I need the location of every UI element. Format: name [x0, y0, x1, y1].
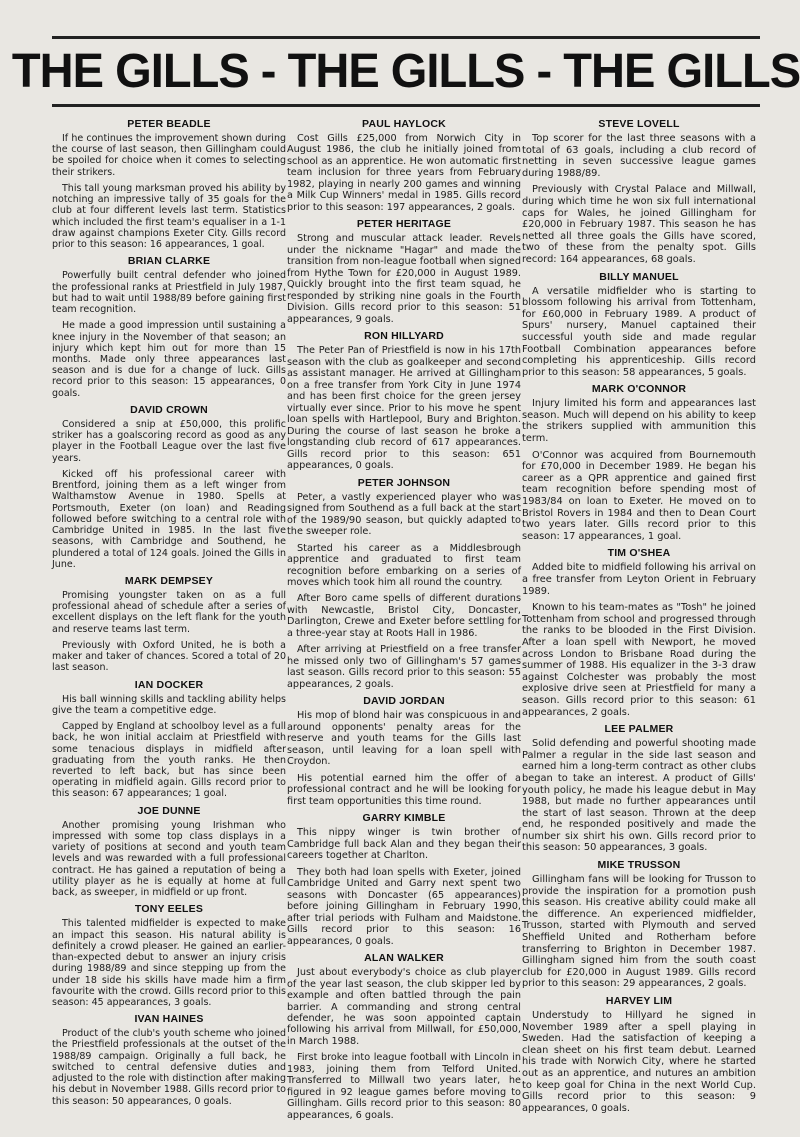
header-top-rule: [52, 36, 760, 39]
player-profile: [52, 1013, 286, 1107]
profile-paragraph: This tall young marksman proved his ability by notching an impressive tally of 35 goals for the club at four different levels last term. Statistics which included the first team's equaliser in a 1-1 draw against champions Exeter City. Gills record prior to this season: 16 appearances, 1 goal.: [52, 182, 286, 251]
profile-paragraph: Started his career as a Middlesbrough apprentice and graduated to first team recognition before embarking on a series of moves which took him all round the country.: [287, 542, 521, 588]
profile-paragraph: His ball winning skills and tackling ability helps give the team a competitive edge.: [52, 693, 286, 716]
player-profile: [287, 118, 521, 213]
profile-paragraph: Previously with Crystal Palace and Millwall, during which time he won six full international caps for Wales, he joined Gillingham for £20,000 in February 1987. This season he has netted all three goals the Gills have scored, two of these from the penalty spot. Gills record: 164 appearances, 68 goals.: [522, 184, 756, 265]
player-name: BILLY MANUEL: [599, 270, 679, 283]
player-name: TIM O'SHEA: [607, 547, 671, 560]
profile-paragraph: If he continues the improvement shown during the course of last season, then Gillingham could be spoiled for choice when it comes to selecting their strikers.: [52, 133, 286, 178]
column-2: [287, 118, 521, 1126]
player-profile: [287, 218, 521, 325]
profile-paragraph: They both had loan spells with Exeter, joined Cambridge United and Garry next spent two seasons with Doncaster (65 appearances) before joining Gillingham in February 1990, after trial periods with Fulham and Maidstone. Gills record prior to this season: 16 appearances, 0 goals.: [287, 866, 521, 947]
page-title: THE GILLS - THE GILLS - THE GILLS: [11, 44, 800, 98]
player-name: PETER HERITAGE: [356, 218, 452, 231]
player-name: MARK DEMPSEY: [124, 574, 214, 587]
profile-paragraph: Peter, a vastly experienced player who was signed from Southend as a full back at the start of the 1989/90 season, but quickly adapted to the sweeper role.: [287, 491, 521, 538]
player-profile: [287, 695, 521, 807]
player-name: RON HILLYARD: [364, 330, 444, 343]
player-name: DAVID CROWN: [130, 403, 208, 416]
player-name: GARRY KIMBLE: [362, 812, 446, 825]
player-profile: [522, 271, 756, 379]
player-profile: [52, 903, 286, 1008]
player-name: STEVE LOVELL: [598, 118, 680, 130]
player-profile: [287, 812, 521, 947]
profile-paragraph: After arriving at Priestfield on a free transfer he missed only two of Gillingham's 57 games last season. Gills record prior to this season: 55 appearances, 2 goals.: [287, 644, 521, 690]
profile-paragraph: Injury limited his form and appearances last season. Much will depend on his ability to keep the strikers supplied with ammunition this term.: [522, 398, 756, 445]
profile-paragraph: After Boro came spells of different durations with Newcastle, Bristol City, Doncaster, Darlington, Crewe and Exeter before settling for a three-year stay at Roots Hall in 1986.: [287, 593, 521, 639]
player-profile: [522, 383, 756, 542]
player-profile: [52, 805, 286, 899]
player-name: TONY EELES: [134, 903, 204, 916]
profile-paragraph: His potential earned him the offer of a professional contract and he will be looking for first team opportunities this time round.: [287, 772, 521, 807]
player-profile: [52, 404, 286, 570]
profile-paragraph: Just about everybody's choice as club player of the year last season, the club skipper led by example and often battled through the pain barrier. A commanding and strong central defender, he was soon appointed captain following his arrival from Millwall, for £50,000, in March 1988.: [287, 967, 521, 1047]
player-profile: [52, 118, 286, 250]
player-profile: [52, 575, 286, 674]
profile-paragraph: Considered a snip at £50,000, this prolific striker has a goalscoring record as good as any player in the Football League over the last five years.: [52, 418, 286, 464]
profile-paragraph: Solid defending and powerful shooting made Palmer a regular in the side last season and earned him a long-term contract as other clubs began to take an interest. A product of Gills' youth policy, he made his league debut in May 1988, but made no further appearances until the start of last season. Thrown at the deep end, he responded positively and made the number six shirt his own. Gills record prior to this season: 50 appearances, 3 goals.: [522, 738, 756, 854]
profile-paragraph: First broke into league football with Lincoln in 1983, joining them from Telford United. Transferred to Millwall two years later, he figured in 92 league games before moving to Gillingham. Gills record prior to this season: 80 appearances, 6 goals.: [287, 1052, 521, 1121]
player-profile: [522, 995, 756, 1114]
profile-paragraph: Kicked off his professional career with Brentford, joining them as a left winger from Walthamstow Avenue in 1980. Spells at Portsmouth, Exeter (on loan) and Reading followed before switching to a central role with Cambridge United in 1985. In the last five seasons, with Cambridge and Southend, he plundered a total of 124 goals. Joined the Gills in June.: [52, 468, 286, 570]
profile-paragraph: Capped by England at schoolboy level as a full back, he won initial acclaim at Priestfield with some tenacious displays in midfield after graduating from the youth ranks. He then reverted to left back, but has since been operating in midfield again. Gills record prior to this season: 67 appearances; 1 goal.: [52, 721, 286, 800]
player-name: IAN DOCKER: [134, 678, 204, 691]
profile-paragraph: Cost Gills £25,000 from Norwich City in August 1986, the club he initially joined from school as an apprentice. He won automatic first team inclusion for three years from February 1982, playing in nearly 200 games and winning a Milk Cup Winners' medal in 1985. Gills record prior to this season: 197 appearances, 2 goals.: [287, 133, 521, 213]
profile-paragraph: Gillingham fans will be looking for Trusson to provide the inspiration for a promotion push this season. His creative ability could make all the difference. An experienced midfielder, Trusson, started with Plymouth and served Sheffield United and Rotherham before transferring to Brighton in December 1987. Gillingham signed him from the south coast club for £20,000 in August 1989. Gills record prior to this season: 29 appearances, 2 goals.: [522, 874, 756, 990]
profile-paragraph: Product of the club's youth scheme who joined the Priestfield professionals at the outset of the 1988/89 campaign. Originally a full back, he switched to central defensive duties and adjusted to the role with distinction after making his debut in November 1988. Gills record prior to this season: 50 appearances, 0 goals.: [52, 1028, 286, 1107]
column-3: [522, 118, 756, 1119]
player-name: PETER BEADLE: [127, 118, 211, 130]
profile-paragraph: Previously with Oxford United, he is both a maker and taker of chances. Scored a total of 20 last season.: [52, 639, 286, 674]
player-name: PAUL HAYLOCK: [362, 118, 446, 130]
player-name: DAVID JORDAN: [363, 695, 445, 708]
player-name: IVAN HAINES: [134, 1013, 204, 1026]
profile-paragraph: Powerfully built central defender who joined the professional ranks at Priestfield in July 1987, but had to wait until 1988/89 before gaining first team recognition.: [52, 270, 286, 316]
player-profile: [522, 118, 756, 266]
player-name: BRIAN CLARKE: [127, 255, 211, 268]
profile-paragraph: He made a good impression until sustaining a knee injury in the November of that season; an injury which kept him out for more than 15 months. Made only three appearances last season and is due for a change of luck. Gills record prior to this season: 15 appearances, 0 goals.: [52, 320, 286, 399]
profile-paragraph: This talented midfielder is expected to make an impact this season. His natural ability is definitely a crowd pleaser. He gained an earlier-than-expected debut to answer an injury crisis during 1988/89 and since stepping up from the under 18 side his skills have made him a firm favourite with the crowd. Gills record prior to this season: 45 appearances, 3 goals.: [52, 918, 286, 1008]
column-1: [52, 118, 286, 1112]
profile-paragraph: O'Connor was acquired from Bournemouth for £70,000 in December 1989. He began his career as a QPR apprentice and gained first team recognition before spending most of 1983/84 on loan to Exeter. He moved on to Bristol Rovers in 1984 and then to Dean Court two years later. Gills record prior to this season: 17 appearances, 1 goal.: [522, 449, 756, 542]
player-name: LEE PALMER: [604, 723, 674, 736]
player-name: PETER JOHNSON: [357, 476, 451, 489]
player-profile: [287, 477, 521, 691]
profile-paragraph: Strong and muscular attack leader. Revels under the nickname "Hagar" and made the transition from non-league football when signed from Hythe Town for £20,000 in August 1989. Quickly brought into the first team squad, he responded by striking nine goals in the Fourth Division. Gills record prior to this season: 51 appearances, 9 goals.: [287, 233, 521, 325]
profile-paragraph: Understudy to Hillyard he signed in November 1989 after a spell playing in Sweden. Had the satisfaction of keeping a clean sheet on his first team debut. Learned his trade with Norwich City, where he started out as an apprentice, and nutures an ambition to keep goal for China in the next World Cup. Gills record prior to this season: 9 appearances, 0 goals.: [522, 1010, 756, 1114]
profile-paragraph: The Peter Pan of Priestfield is now in his 17th season with the club as goalkeeper and second as assistant manager. He arrived at Gillingham on a free transfer from York City in June 1974 and has been first choice for the green jersey virtually ever since. Prior to his move he spent loan spells with Hartlepool, Bury and Brighton. During the course of last season he broke a longstanding club record of 617 appearances. Gills record prior to this season: 651 appearances, 0 goals.: [287, 345, 521, 472]
profile-paragraph: A versatile midfielder who is starting to blossom following his arrival from Tottenham, for £60,000 in February 1989. A product of Spurs' nursery, Manuel captained their successful youth side and made regular Football Combination appearances before completing his apprenticeship. Gills record prior to this season: 58 appearances, 5 goals.: [522, 285, 756, 378]
player-name: MARK O'CONNOR: [591, 383, 687, 396]
player-profile: [287, 330, 521, 471]
header-bottom-rule: [52, 104, 760, 107]
profile-paragraph: Top scorer for the last three seasons with a total of 63 goals, including a club record of netting in seven successive league games during 1988/89.: [522, 133, 756, 179]
profile-paragraph: Known to his team-mates as "Tosh" he joined Tottenham from school and progressed through the ranks to be blooded in the First Division. After a loan spell with Newport, he moved across London to Brisbane Road during the summer of 1988. His equalizer in the 3-3 draw against Colchester was probably the most explosive drive seen at Priestfield for many a season. Gills record prior to this season: 61 appearances, 2 goals.: [522, 602, 756, 718]
profile-paragraph: This nippy winger is twin brother of Cambridge full back Alan and they began their careers together at Charlton.: [287, 827, 521, 862]
player-name: JOE DUNNE: [137, 804, 201, 817]
profile-paragraph: Another promising young Irishman who impressed with some top class displays in a variety of positions at second and youth team levels and was rewarded with a full professional contract. He has gained a reputation of being a utility player as he is equally at home at full back, as sweeper, in midfield or up front.: [52, 819, 286, 899]
player-name: ALAN WALKER: [364, 952, 444, 965]
player-profile: [522, 723, 756, 854]
player-profile: [52, 679, 286, 800]
player-profile: [287, 952, 521, 1121]
player-name: MIKE TRUSSON: [597, 859, 681, 872]
profile-paragraph: Added bite to midfield following his arrival on a free transfer from Leyton Orient in February 1989.: [522, 562, 756, 597]
profile-paragraph: His mop of blond hair was conspicuous in and around opponents' penalty areas for the reserve and youth teams for the Gills last season, until leaving for a loan spell with Croydon.: [287, 710, 521, 768]
player-profile: [52, 255, 286, 399]
profile-paragraph: Promising youngster taken on as a full professional ahead of schedule after a series of excellent displays on the left flank for the youth and reserve teams last term.: [52, 589, 286, 635]
player-profile: [522, 859, 756, 990]
player-name: HARVEY LIM: [605, 995, 673, 1007]
player-profile: [522, 547, 756, 718]
